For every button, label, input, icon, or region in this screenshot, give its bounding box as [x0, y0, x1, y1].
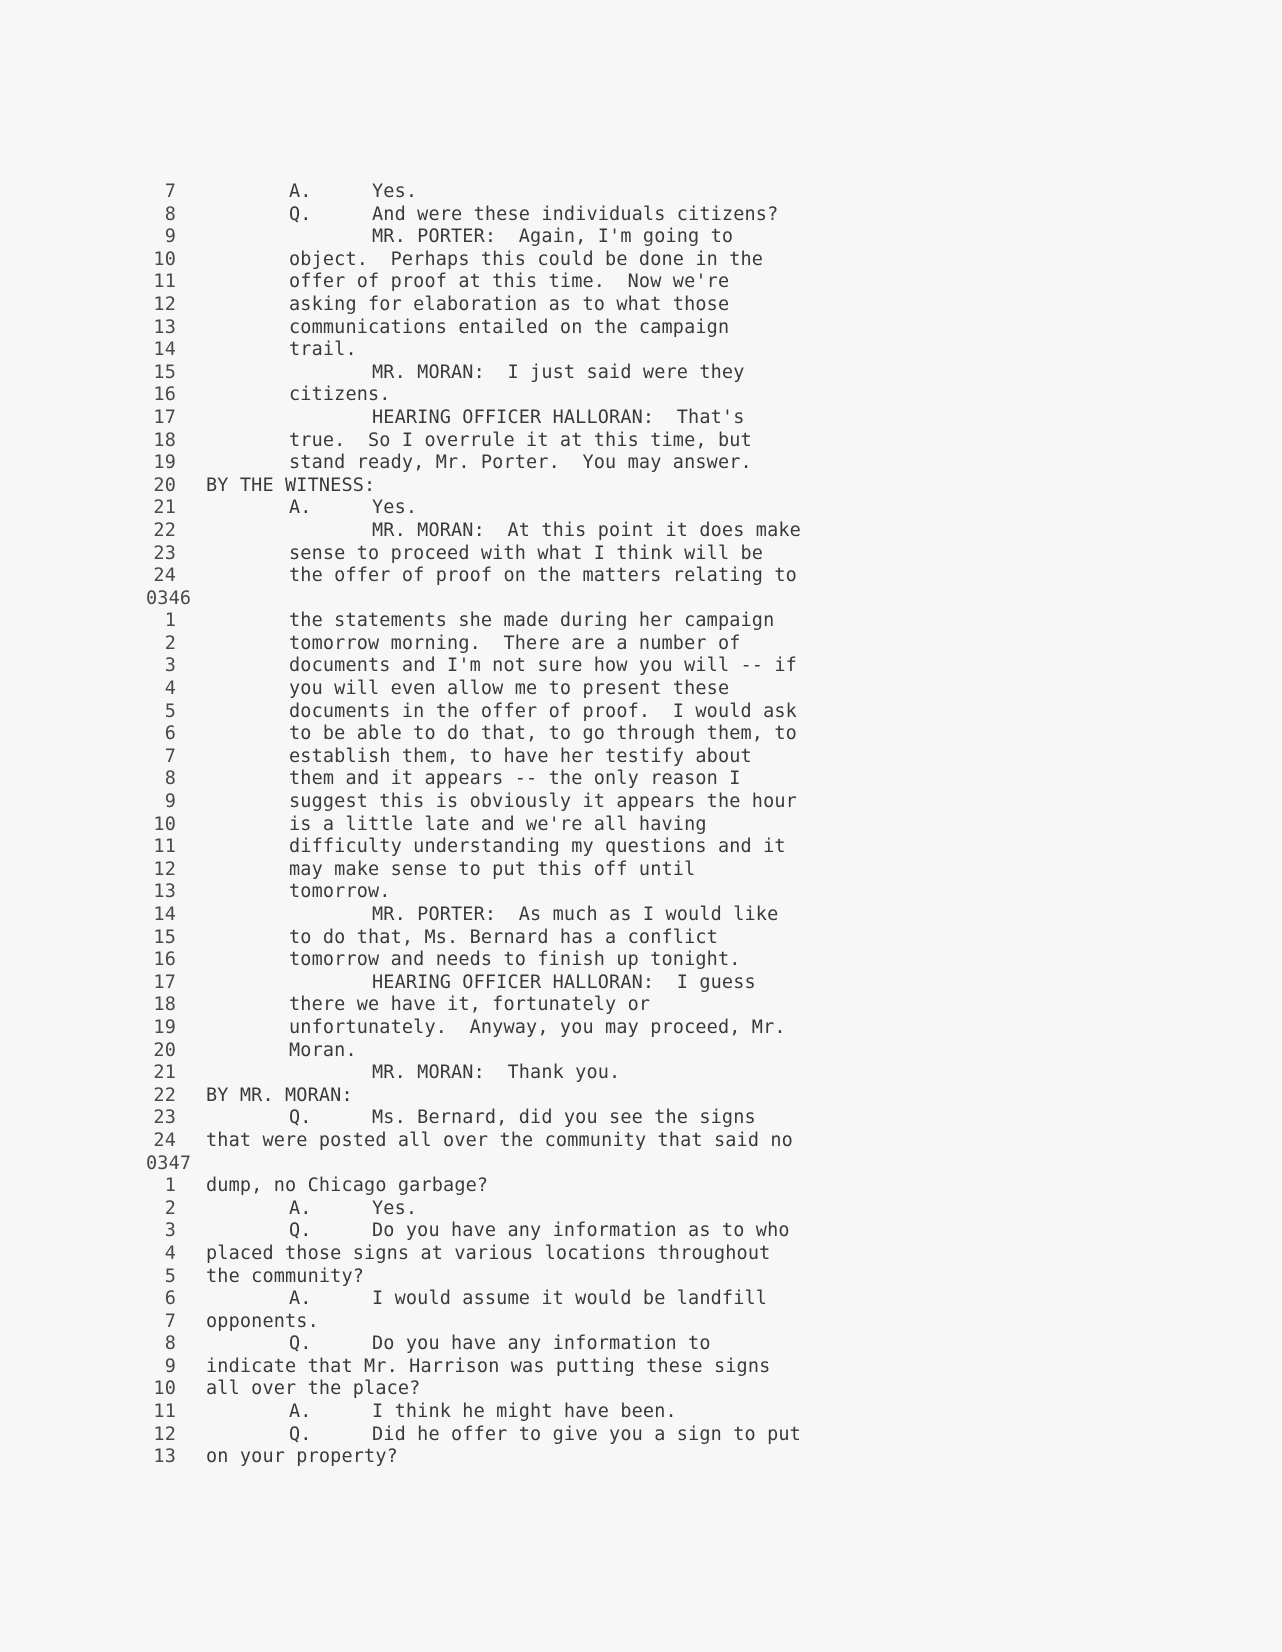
line-number: 8: [164, 1333, 176, 1355]
transcript-line: [146, 543, 1146, 566]
line-text: [289, 497, 417, 520]
line-content: BY THE WITNESS:: [206, 474, 376, 496]
line-number: 13: [153, 1446, 176, 1468]
line-number: 8: [164, 203, 176, 225]
line-content: dump, no Chicago garbage?: [206, 1175, 489, 1197]
line-text: [289, 294, 729, 317]
line-text: [289, 317, 729, 340]
transcript-line: [146, 814, 1146, 837]
line-text: [372, 1062, 620, 1085]
line-text: [206, 1243, 770, 1266]
line-number: 3: [164, 655, 176, 677]
transcript-line: [146, 1243, 1146, 1266]
transcript-line: [146, 904, 1146, 927]
line-content: on your property?: [206, 1446, 398, 1468]
transcript-line: [146, 271, 1146, 294]
transcript-line: [146, 949, 1146, 972]
line-text: [289, 949, 741, 972]
line-content: establish them, to have her testify about: [289, 745, 752, 767]
line-number: 22: [153, 1084, 176, 1106]
line-content: BY MR. MORAN:: [206, 1084, 353, 1106]
line-content: Yes.: [372, 181, 418, 202]
line-content: I think he might have been.: [372, 1401, 677, 1423]
line-text: [206, 1446, 398, 1469]
transcript-line: [146, 655, 1146, 678]
transcript-line: [146, 701, 1146, 724]
line-text: [289, 1424, 801, 1447]
line-number: 11: [153, 1401, 176, 1423]
line-text: [289, 452, 752, 475]
line-text: [289, 927, 718, 950]
line-text: [289, 723, 797, 746]
line-number: 15: [153, 926, 176, 948]
line-content: Do you have any information to: [372, 1333, 711, 1355]
line-number: 13: [153, 316, 176, 338]
line-text: [289, 746, 752, 769]
line-number: 2: [164, 1197, 176, 1219]
transcript-line: [146, 520, 1146, 543]
line-content: suggest this is obviously it appears the hour: [289, 791, 797, 813]
transcript-line: [146, 249, 1146, 272]
line-content: indicate that Mr. Harrison was putting these signs: [206, 1355, 771, 1377]
transcript-line: [146, 339, 1146, 362]
line-number: 23: [153, 1107, 176, 1129]
transcript-line: [146, 1175, 1146, 1198]
transcript-line: [146, 1198, 1146, 1221]
page-number-marker: [146, 588, 1146, 611]
line-text: [289, 1198, 417, 1221]
line-number: 16: [153, 384, 176, 406]
line-text: [289, 1288, 767, 1311]
line-text: [206, 1130, 793, 1153]
line-number: 9: [164, 226, 176, 248]
line-text: [289, 881, 391, 904]
transcript-line: [146, 294, 1146, 317]
line-number: 19: [153, 452, 176, 474]
line-content: difficulty understanding my questions and it: [289, 836, 786, 858]
transcript-line: [146, 791, 1146, 814]
transcript-line: [146, 317, 1146, 340]
line-number: 4: [164, 678, 176, 700]
transcript-line: [146, 1333, 1146, 1356]
line-content: Do you have any information as to who: [372, 1220, 790, 1242]
line-number: 20: [153, 474, 176, 496]
line-number: 10: [153, 813, 176, 835]
line-number: 1: [164, 610, 176, 632]
line-number: 12: [153, 858, 176, 880]
line-number: 24: [153, 1129, 176, 1151]
transcript-line: [146, 204, 1146, 227]
transcript-line: [146, 1085, 1146, 1108]
line-text: [289, 1333, 711, 1356]
transcript-line: [146, 475, 1146, 498]
line-number: 24: [153, 565, 176, 587]
line-text: [289, 655, 797, 678]
line-number: 19: [153, 1016, 176, 1038]
line-content: all over the place?: [206, 1378, 421, 1400]
speaker-marker: A.: [289, 181, 312, 202]
transcript-line: [146, 226, 1146, 249]
line-text: [289, 1017, 786, 1040]
line-content: true. So I overrule it at this time, but: [289, 429, 752, 451]
transcript-line: [146, 972, 1146, 995]
line-number: 22: [153, 519, 176, 541]
speaker-marker: A.: [289, 1288, 312, 1310]
transcript-line: [146, 362, 1146, 385]
line-content: Moran.: [289, 1039, 357, 1061]
line-text: [289, 565, 797, 588]
line-content: HEARING OFFICER HALLORAN: That's: [372, 406, 745, 428]
line-content: may make sense to put this off until: [289, 858, 696, 880]
line-text: [372, 972, 756, 995]
line-content: you will even allow me to present these: [289, 678, 730, 700]
line-number: 5: [164, 1265, 176, 1287]
line-text: [289, 701, 797, 724]
line-content: the statements she made during her campaign: [289, 610, 775, 632]
transcript-line: [146, 1356, 1146, 1379]
line-text: [289, 1220, 790, 1243]
line-text: [289, 633, 741, 656]
speaker-marker: Q.: [289, 1423, 312, 1445]
line-content: opponents.: [206, 1310, 319, 1332]
line-content: MR. MORAN: At this point it does make: [372, 519, 801, 541]
page-number-marker: [146, 1153, 1146, 1176]
transcript-line: [146, 723, 1146, 746]
transcript-line: [146, 1446, 1146, 1469]
transcript-line: [146, 881, 1146, 904]
line-content: trail.: [289, 339, 357, 361]
line-number: 7: [164, 745, 176, 767]
line-text: [206, 1356, 770, 1379]
transcript-line: [146, 1017, 1146, 1040]
speaker-marker: A.: [289, 497, 312, 519]
speaker-marker: Q.: [289, 1220, 312, 1242]
line-text: [289, 994, 650, 1017]
speaker-marker: Q.: [289, 1333, 312, 1355]
line-text: [289, 814, 707, 837]
line-number: 2: [164, 632, 176, 654]
line-number: 9: [164, 1355, 176, 1377]
transcript-line: [146, 1040, 1146, 1063]
line-number: 21: [153, 1062, 176, 1084]
line-content: MR. PORTER: Again, I'm going to: [372, 226, 734, 248]
line-number: 14: [153, 339, 176, 361]
line-text: [372, 520, 801, 543]
line-content: MR. MORAN: Thank you.: [372, 1062, 621, 1084]
line-content: Ms. Bernard, did you see the signs: [372, 1107, 756, 1129]
line-number: 18: [153, 994, 176, 1016]
line-content: to do that, Ms. Bernard has a conflict: [289, 926, 718, 948]
transcript-line: [146, 1401, 1146, 1424]
line-content: that were posted all over the community that said no: [206, 1129, 793, 1151]
transcript-line: [146, 384, 1146, 407]
line-text: [372, 362, 745, 385]
line-number: 3: [164, 1220, 176, 1242]
line-text: [289, 181, 417, 204]
line-content: is a little late and we're all having: [289, 813, 707, 835]
line-content: MR. MORAN: I just said were they: [372, 361, 745, 383]
transcript-line: [146, 633, 1146, 656]
line-content: documents and I'm not sure how you will -- if: [289, 655, 797, 677]
line-content: sense to proceed with what I think will be: [289, 542, 764, 564]
transcript-line: [146, 497, 1146, 520]
line-number: 12: [153, 293, 176, 315]
line-number: 15: [153, 361, 176, 383]
speaker-marker: A.: [289, 1197, 312, 1219]
line-number: 10: [153, 248, 176, 270]
line-content: there we have it, fortunately or: [289, 994, 651, 1016]
line-text: [289, 430, 752, 453]
line-number: 14: [153, 904, 176, 925]
transcript-line: [146, 1107, 1146, 1130]
transcript-line: [146, 1062, 1146, 1085]
line-content: Yes.: [372, 1197, 418, 1219]
line-content: object. Perhaps this could be done in the: [289, 248, 764, 270]
line-text: [289, 610, 774, 633]
speaker-marker: Q.: [289, 1107, 312, 1129]
line-number: 17: [153, 406, 176, 428]
line-content: unfortunately. Anyway, you may proceed, Mr.: [289, 1016, 786, 1038]
line-text: [206, 1085, 353, 1108]
line-text: [206, 1175, 488, 1198]
line-number: 6: [164, 1288, 176, 1310]
transcript-line: [146, 1378, 1146, 1401]
line-text: [289, 339, 357, 362]
line-number: 11: [153, 271, 176, 293]
line-text: [289, 271, 729, 294]
line-number: 8: [164, 768, 176, 790]
line-number: 16: [153, 949, 176, 971]
line-number: 21: [153, 497, 176, 519]
transcript-line: [146, 452, 1146, 475]
transcript-line: [146, 836, 1146, 859]
line-number: 7: [164, 181, 176, 202]
line-number: 23: [153, 542, 176, 564]
line-number: 20: [153, 1039, 176, 1061]
line-text: [289, 768, 741, 791]
line-content: placed those signs at various locations throughout: [206, 1242, 771, 1264]
line-content: citizens.: [289, 384, 391, 406]
line-content: I would assume it would be landfill: [372, 1288, 768, 1310]
line-number: 11: [153, 836, 176, 858]
line-text: [372, 407, 745, 430]
transcript-line: [146, 927, 1146, 950]
line-content: the offer of proof on the matters relating to: [289, 565, 797, 587]
speaker-marker: A.: [289, 1401, 312, 1423]
line-number: 9: [164, 791, 176, 813]
line-text: [289, 1040, 357, 1063]
transcript-line: [146, 1288, 1146, 1311]
speaker-marker: Q.: [289, 203, 312, 225]
line-number: 1: [164, 1175, 176, 1197]
transcript-line: [146, 610, 1146, 633]
line-content: offer of proof at this time. Now we're: [289, 271, 730, 293]
line-number: 5: [164, 700, 176, 722]
line-text: [289, 859, 695, 882]
line-text: [289, 1401, 677, 1424]
line-number: 6: [164, 723, 176, 745]
line-number: 18: [153, 429, 176, 451]
transcript-line: [146, 1130, 1146, 1153]
transcript-line: [146, 859, 1146, 882]
line-text: [206, 1311, 319, 1334]
line-content: Did he offer to give you a sign to put: [372, 1423, 801, 1445]
line-content: tomorrow.: [289, 881, 391, 903]
transcript-body: [146, 181, 1146, 1469]
transcript-line: [146, 1266, 1146, 1289]
line-text: [289, 836, 786, 859]
page-number: 0347: [146, 1152, 192, 1174]
line-number: 4: [164, 1242, 176, 1264]
line-number: 17: [153, 971, 176, 993]
line-number: 7: [164, 1310, 176, 1332]
line-number: 13: [153, 881, 176, 903]
line-content: MR. PORTER: As much as I would like: [372, 904, 779, 925]
line-text: [289, 249, 763, 272]
line-text: [372, 904, 778, 927]
line-text: [206, 475, 375, 498]
transcript-line: [146, 994, 1146, 1017]
line-text: [289, 384, 391, 407]
line-number: 12: [153, 1423, 176, 1445]
line-content: asking for elaboration as to what those: [289, 293, 730, 315]
transcript-line: [146, 768, 1146, 791]
line-number: 10: [153, 1378, 176, 1400]
line-text: [289, 543, 763, 566]
transcript-line: [146, 1424, 1146, 1447]
line-content: the community?: [206, 1265, 365, 1287]
transcript-line: [146, 678, 1146, 701]
line-content: HEARING OFFICER HALLORAN: I guess: [372, 971, 756, 993]
line-content: documents in the offer of proof. I would ask: [289, 700, 797, 722]
line-content: Yes.: [372, 497, 418, 519]
transcript-line: [146, 1311, 1146, 1334]
line-text: [289, 1107, 756, 1130]
line-content: And were these individuals citizens?: [372, 203, 779, 225]
line-content: tomorrow morning. There are a number of: [289, 632, 741, 654]
transcript-line: [146, 430, 1146, 453]
line-text: [372, 226, 733, 249]
transcript-line: [146, 181, 1146, 204]
line-text: [289, 204, 778, 227]
line-content: them and it appears -- the only reason I: [289, 768, 741, 790]
line-text: [206, 1378, 420, 1401]
line-content: communications entailed on the campaign: [289, 316, 730, 338]
line-content: tomorrow and needs to finish up tonight.: [289, 949, 741, 971]
page-number: 0346: [146, 587, 192, 609]
line-text: [289, 791, 797, 814]
transcript-line: [146, 746, 1146, 769]
transcript-line: [146, 407, 1146, 430]
line-text: [289, 678, 729, 701]
line-content: to be able to do that, to go through them, to: [289, 723, 797, 745]
line-text: [206, 1266, 364, 1289]
transcript-line: [146, 565, 1146, 588]
transcript-line: [146, 1220, 1146, 1243]
line-content: stand ready, Mr. Porter. You may answer.: [289, 452, 752, 474]
